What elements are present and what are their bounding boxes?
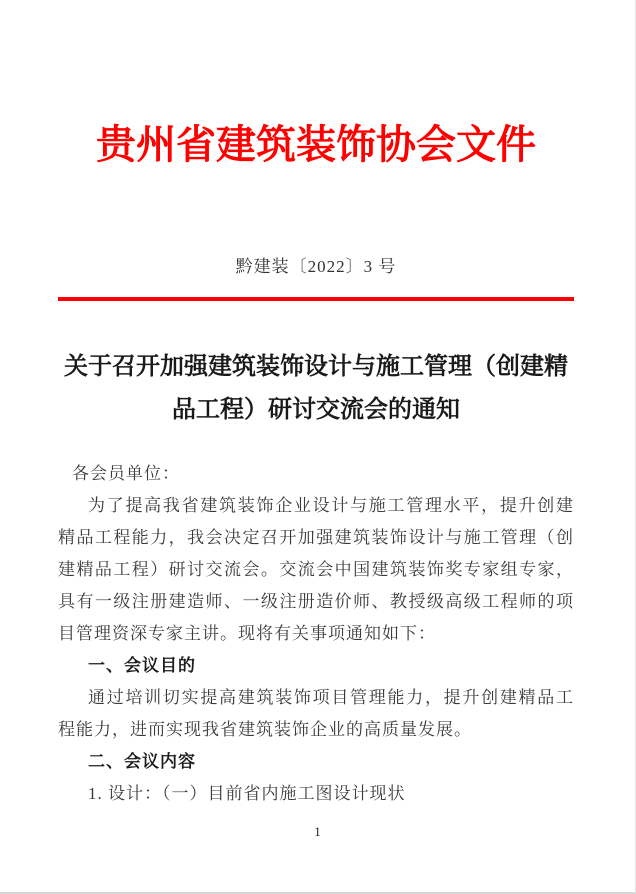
document-title: 贵州省建筑装饰协会文件 [96,122,536,167]
body-text-line: 建精品工程）研讨交流会。交流会中国建筑装饰奖专家组专家， [58,560,574,579]
body-text-line: 精品工程能力，我会决定召开加强建筑装饰设计与施工管理（创 [58,528,574,547]
page-number: 1 [314,824,321,839]
document-number: 黔建装〔2022〕3 号 [235,257,397,276]
notice-heading [58,346,574,432]
notice-heading-line: 关于召开加强建筑装饰设计与施工管理（创建精 [64,354,568,380]
body-text-line: 程能力，进而实现我省建筑装饰企业的高质量发展。 [58,720,472,739]
salutation: 各会员单位： [72,464,180,483]
section-heading: 二、会议内容 [88,752,196,771]
list-item: 1. 设计：（一）目前省内施工图设计现状 [88,784,406,803]
body-text-line: 目管理资深专家主讲。现将有关事项通知如下： [58,624,436,643]
body-text-line: 为了提高我省建筑装饰企业设计与施工管理水平，提升创建 [88,496,574,515]
body-text-line: 具有一级注册建造师、一级注册造价师、教授级高级工程师的项 [58,592,574,611]
section-heading: 一、会议目的 [88,656,196,675]
notice-heading-line: 品工程）研讨交流会的通知 [172,397,460,423]
body-text-line: 通过培训切实提高建筑装饰项目管理能力，提升创建精品工 [88,688,574,707]
notice-body [58,458,574,810]
red-divider-line [58,297,574,301]
